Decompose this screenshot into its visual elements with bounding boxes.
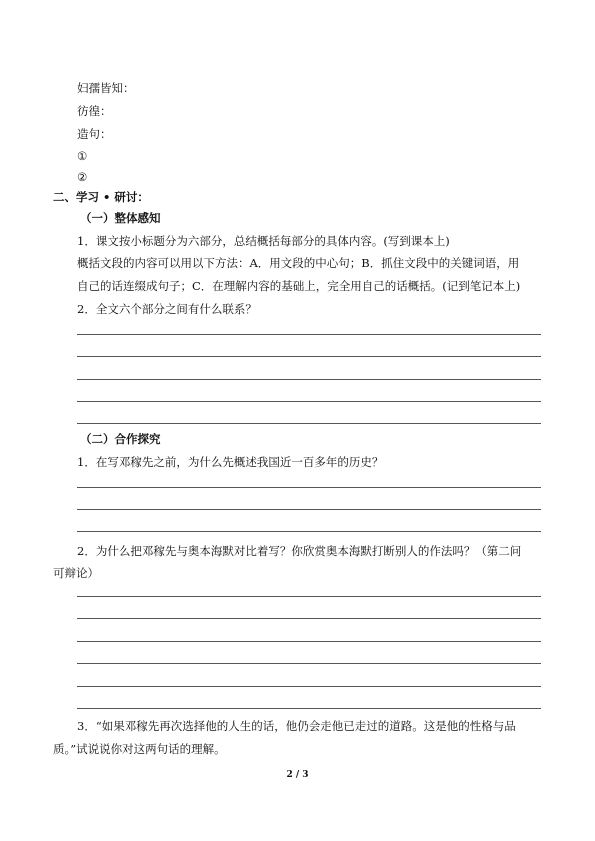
answer-line[interactable]: [77, 708, 541, 709]
answer-line[interactable]: [77, 423, 541, 424]
answer-line[interactable]: [77, 596, 541, 597]
inquiry-question-2-line-2: 可辩论）: [53, 566, 99, 580]
method-text-line-1: 概括文段的内容可以用以下方法：A．用文段的中心句；B．抓住文段中的关键词语，用: [77, 256, 520, 270]
answer-line[interactable]: [77, 509, 541, 510]
page-number: 2 / 3: [286, 770, 309, 780]
answer-line[interactable]: [77, 663, 541, 664]
vocab-item-panghuang: 彷徨：: [77, 104, 112, 118]
vocab-item-furu-jiezhi: 妇孺皆知：: [77, 81, 135, 95]
inquiry-question-3-line-2: 质。”试说说你对这两句话的理解。: [53, 742, 226, 756]
sentence-label: 造句：: [77, 127, 112, 141]
subsection-heading-overview: （一）整体感知: [80, 211, 161, 225]
inquiry-question-1-text: 1．在写邓稼先之前，为什么先概述我国近一百多年的历史？: [77, 455, 384, 469]
answer-line[interactable]: [77, 487, 541, 488]
sentence-item-1: ①: [77, 149, 88, 163]
answer-line[interactable]: [77, 379, 541, 380]
sentence-item-2: ②: [77, 170, 88, 184]
question-2-text: 2．全文六个部分之间有什么联系？: [77, 302, 257, 316]
answer-line[interactable]: [77, 686, 541, 687]
answer-line[interactable]: [77, 531, 541, 532]
method-text-line-2: 自己的话连缀成句子；C．在理解内容的基础上，完全用自己的话概括。(记到笔记本上): [77, 279, 521, 293]
inquiry-question-2-line-1: 2．为什么把邓稼先与奥本海默对比着写？你欣赏奥本海默打断别人的作法吗？（第二问: [77, 544, 522, 558]
subsection-heading-inquiry: （二）合作探究: [80, 432, 161, 446]
question-1-text: 1．课文按小标题分为六部分，总结概括每部分的具体内容。(写到课本上): [77, 234, 450, 248]
inquiry-question-3-line-1: 3．“如果邓稼先再次选择他的人生的话，他仍会走他已走过的道路。这是他的性格与品: [77, 719, 516, 733]
answer-line[interactable]: [77, 618, 541, 619]
section-heading-study: 二、学习 • 研讨：: [53, 190, 149, 204]
answer-line[interactable]: [77, 334, 541, 335]
answer-line[interactable]: [77, 641, 541, 642]
answer-line[interactable]: [77, 356, 541, 357]
answer-line[interactable]: [77, 401, 541, 402]
